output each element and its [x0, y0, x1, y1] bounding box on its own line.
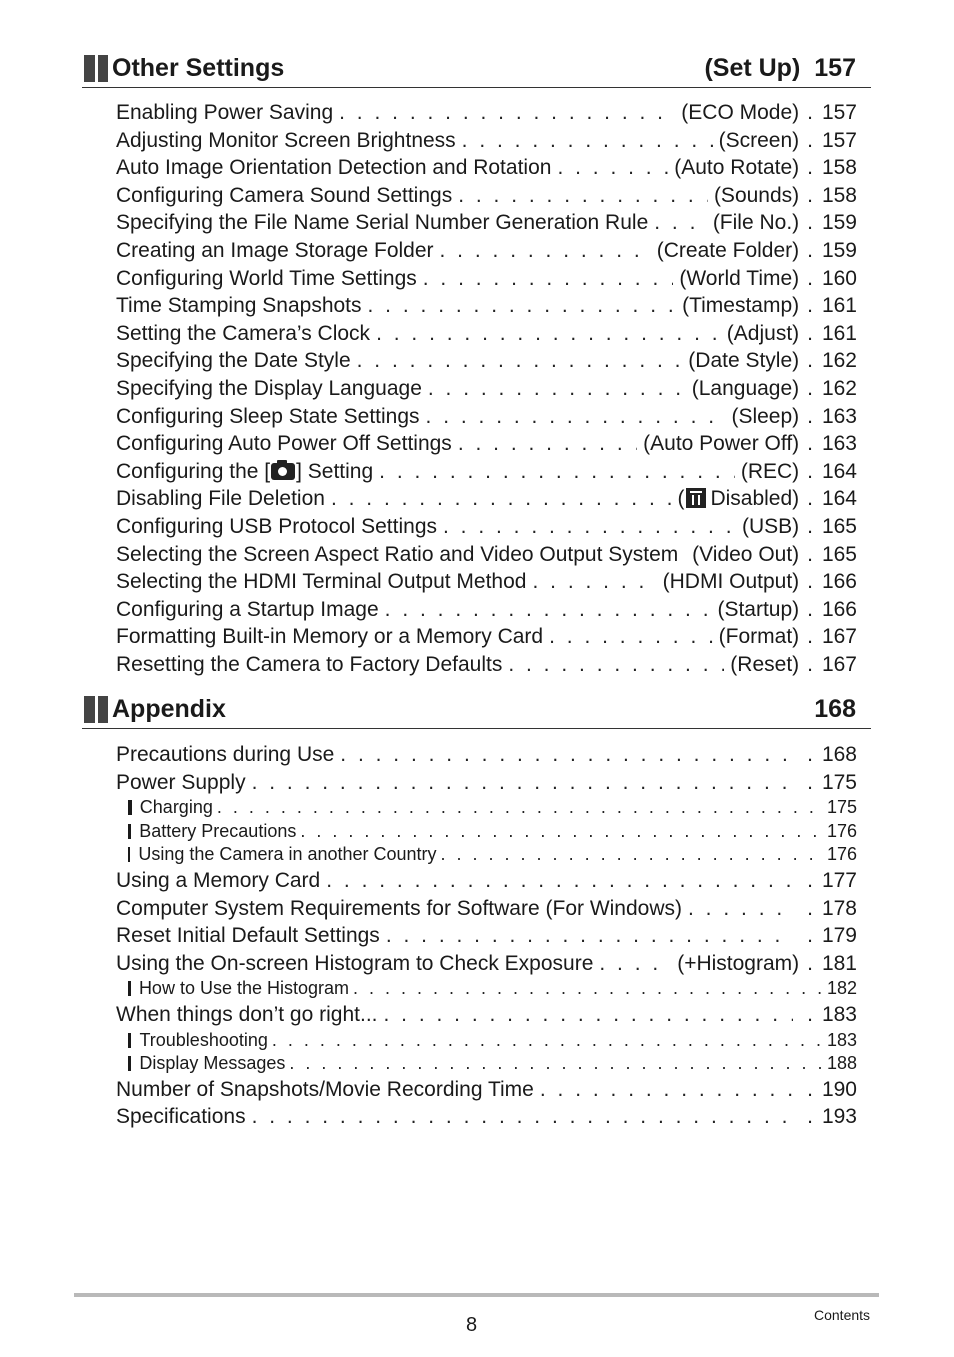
leader-dots — [252, 1103, 794, 1131]
entry-label: Setting the Camera’s Clock — [116, 321, 371, 345]
entry-label — [116, 458, 373, 486]
section-subtitle: (Set Up) — [704, 53, 801, 82]
toc-entry[interactable] — [116, 513, 857, 541]
leader-dot: . — [807, 349, 813, 373]
leader-dot: . — [807, 1002, 813, 1026]
entry-page: 164 — [821, 487, 857, 511]
entry-page: 177 — [821, 868, 857, 892]
footer-section-label[interactable]: Contents — [814, 1307, 871, 1323]
entry-label: Battery Precautions — [139, 820, 297, 841]
entry-page: 166 — [821, 570, 857, 594]
entry-page: 181 — [821, 951, 857, 975]
entry-label: Charging — [139, 797, 213, 818]
leader-dots — [599, 950, 671, 978]
toc-entry[interactable] — [116, 430, 857, 458]
leader-dot: . — [807, 951, 813, 975]
leader-dot: . — [807, 1105, 813, 1129]
leader-dots — [443, 513, 736, 541]
entry-page: 160 — [821, 266, 857, 290]
section-page[interactable]: 157 — [814, 53, 856, 82]
entry-page: 158 — [821, 156, 857, 180]
entry-page: 163 — [821, 432, 857, 456]
entry-page: 162 — [821, 376, 857, 400]
leader-dot: . — [807, 266, 813, 290]
toc-entry[interactable] — [116, 1103, 857, 1131]
leader-dots — [557, 154, 668, 182]
toc-entry[interactable] — [116, 154, 857, 182]
leader-dot: . — [807, 211, 813, 235]
leader-dot: . — [807, 770, 813, 794]
entry-label: Using the Camera in another Country — [138, 844, 437, 865]
toc-entry[interactable] — [116, 320, 857, 348]
entry-mode: (+Histogram) — [677, 951, 800, 975]
entry-label-pre: Configuring the [ — [116, 459, 271, 483]
leader-dot: . — [807, 128, 813, 152]
leader-dot: . — [807, 487, 813, 511]
section-page[interactable]: 168 — [814, 694, 856, 723]
entry-page: 178 — [821, 896, 857, 920]
leader-dots — [508, 651, 724, 679]
leader-dot: . — [807, 514, 813, 538]
entry-mode: (Sleep) — [731, 404, 800, 428]
bullet-icon — [128, 1056, 131, 1071]
toc-subentry[interactable] — [116, 1052, 857, 1076]
toc-subentry[interactable] — [116, 796, 857, 820]
entry-label: Adjusting Monitor Screen Brightness — [116, 128, 456, 152]
entry-page: 190 — [821, 1077, 857, 1101]
entry-label: Resetting the Camera to Factory Defaults — [116, 652, 503, 676]
leader-dots — [549, 623, 713, 651]
section-marker-icon — [84, 55, 108, 82]
leader-dots — [423, 265, 674, 293]
entry-label: Selecting the HDMI Terminal Output Method — [116, 570, 527, 594]
leader-dot: . — [807, 1077, 813, 1101]
leader-dots — [339, 99, 675, 127]
entry-mode: (Startup) — [717, 597, 800, 621]
toc-subentry[interactable] — [116, 843, 857, 867]
toc-entry[interactable] — [116, 403, 857, 431]
entry-page: 157 — [821, 101, 857, 124]
entry-page: 165 — [821, 514, 857, 538]
leader-dot: . — [807, 156, 813, 180]
leader-dot: . — [807, 321, 813, 345]
entry-mode: (Adjust) — [726, 321, 800, 345]
entry-label: Computer System Requirements for Software (For Windows) — [116, 896, 683, 920]
leader-dot: . — [807, 183, 813, 207]
entry-mode: (Timestamp) — [682, 294, 800, 318]
page-number: 8 — [466, 1314, 478, 1336]
leader-dots — [654, 209, 707, 237]
leader-dots — [252, 769, 794, 797]
entry-label: When things don’t go right... — [116, 1002, 378, 1026]
entry-mode: (Reset) — [730, 652, 800, 676]
leader-dot: . — [807, 101, 813, 124]
entry-mode: (Date Style) — [688, 349, 800, 373]
leader-dots — [376, 320, 721, 348]
entry-label: Time Stamping Snapshots — [116, 294, 362, 318]
section-title: Other Settings — [112, 53, 285, 82]
leader-dots — [386, 922, 793, 950]
toc-entry[interactable] — [116, 867, 857, 895]
leader-dots — [217, 796, 821, 820]
section-header-other-settings — [84, 53, 856, 83]
entry-mode — [677, 485, 799, 513]
bullet-icon — [128, 981, 131, 996]
leader-dot: . — [807, 432, 813, 456]
bullet-icon — [128, 1033, 131, 1048]
toc-subentry[interactable] — [116, 977, 857, 1001]
camera-icon — [271, 463, 295, 480]
entry-mode: (ECO Mode) — [681, 101, 800, 124]
toc-subentry[interactable] — [116, 820, 857, 844]
entry-mode: (REC) — [740, 459, 800, 483]
entry-label: Configuring Sleep State Settings — [116, 404, 420, 428]
leader-dots — [272, 1029, 821, 1053]
entry-label: Configuring Auto Power Off Settings — [116, 432, 452, 456]
entry-label: Formatting Built-in Memory or a Memory Card — [116, 625, 544, 649]
toc-entry[interactable] — [116, 237, 857, 265]
toc-entry[interactable] — [116, 1076, 857, 1104]
leader-dots — [462, 127, 713, 155]
leader-dots — [289, 1052, 821, 1076]
entry-page: 164 — [821, 459, 857, 483]
entry-page: 161 — [821, 321, 857, 345]
leader-dots — [428, 375, 686, 403]
entry-label: Specifying the Date Style — [116, 349, 351, 373]
entry-mode: (File No.) — [712, 211, 800, 235]
entry-mode: (Format) — [718, 625, 800, 649]
toc-entry[interactable] — [116, 265, 857, 293]
toc-list-other-settings — [116, 99, 857, 678]
entry-label: Configuring World Time Settings — [116, 266, 417, 290]
toc-entry[interactable] — [116, 347, 857, 375]
leader-dot: . — [807, 896, 813, 920]
entry-page: 159 — [821, 238, 857, 262]
entry-label: Configuring Camera Sound Settings — [116, 183, 453, 207]
entry-mode: (Auto Rotate) — [674, 156, 800, 180]
toc-subentry[interactable] — [116, 1029, 857, 1053]
entry-label: Creating an Image Storage Folder — [116, 238, 434, 262]
entry-page: 182 — [826, 978, 857, 999]
leader-dots — [532, 568, 656, 596]
leader-dots — [384, 1001, 794, 1029]
entry-page: 193 — [821, 1105, 857, 1129]
toc-entry[interactable] — [116, 209, 857, 237]
toc-entry[interactable] — [116, 1001, 857, 1029]
entry-label: Specifications — [116, 1105, 246, 1129]
entry-label: Reset Initial Default Settings — [116, 924, 380, 948]
entry-page: 179 — [821, 924, 857, 948]
entry-mode: (USB) — [741, 514, 800, 538]
leader-dots — [540, 1076, 793, 1104]
entry-mode: (Sounds) — [713, 183, 800, 207]
leader-dot: . — [807, 238, 813, 262]
entry-page: 167 — [821, 652, 857, 676]
leader-dot: . — [807, 459, 813, 483]
entry-label: Using the On-screen Histogram to Check Exposure — [116, 951, 594, 975]
entry-page: 168 — [821, 743, 857, 766]
entry-mode: (HDMI Output) — [662, 570, 800, 594]
entry-page: 175 — [826, 797, 857, 818]
toc-entry[interactable] — [116, 568, 857, 596]
toc-entry[interactable] — [116, 596, 857, 624]
toc-entry[interactable] — [116, 950, 857, 978]
entry-mode: (Language) — [691, 376, 800, 400]
leader-dots — [326, 867, 793, 895]
entry-label: Specifying the Display Language — [116, 376, 422, 400]
leader-dots — [353, 977, 821, 1001]
leader-dot: . — [807, 743, 813, 766]
leader-dots — [331, 485, 672, 513]
leader-dots — [458, 182, 708, 210]
entry-page: 158 — [821, 183, 857, 207]
toc-list-appendix — [116, 741, 857, 1131]
leader-dots — [426, 403, 726, 431]
entry-page: 175 — [821, 770, 857, 794]
entry-page: 162 — [821, 349, 857, 373]
entry-label-post: ] Setting — [296, 459, 374, 483]
entry-page: 176 — [826, 820, 857, 841]
section-header-appendix — [84, 694, 856, 724]
leader-dot: . — [807, 652, 813, 676]
toc-entry[interactable] — [116, 741, 857, 769]
toc-entry[interactable] — [116, 292, 857, 320]
entry-label: Power Supply — [116, 770, 246, 794]
leader-dot: . — [807, 625, 813, 649]
leader-dots — [340, 741, 793, 769]
entry-mode-post: Disabled) — [710, 487, 800, 511]
toc-entry[interactable] — [116, 651, 857, 679]
entry-label: Troubleshooting — [139, 1029, 268, 1050]
entry-label: Auto Image Orientation Detection and Rotation — [116, 156, 552, 180]
entry-page: 183 — [821, 1002, 857, 1026]
leader-dot: . — [807, 924, 813, 948]
leader-dot: . — [807, 868, 813, 892]
leader-dot: . — [807, 542, 813, 566]
trash-icon — [686, 488, 706, 508]
bullet-icon — [128, 800, 132, 815]
entry-mode-pre: ( — [677, 487, 685, 511]
entry-label: Number of Snapshots/Movie Recording Time — [116, 1077, 534, 1101]
leader-dots — [688, 895, 793, 923]
toc-entry[interactable] — [116, 99, 857, 127]
toc-entry[interactable] — [116, 895, 857, 923]
entry-page: 188 — [826, 1053, 857, 1074]
bullet-icon — [128, 847, 130, 862]
entry-page: 159 — [821, 211, 857, 235]
entry-mode: (Screen) — [718, 128, 800, 152]
entry-label: Disabling File Deletion — [116, 487, 325, 511]
toc-entry[interactable] — [116, 458, 857, 486]
entry-page: 165 — [821, 542, 857, 566]
leader-dots — [441, 843, 821, 867]
toc-entry[interactable] — [116, 541, 857, 569]
section-divider — [82, 728, 871, 729]
entry-page: 183 — [826, 1029, 857, 1050]
entry-label: Using a Memory Card — [116, 868, 321, 892]
entry-label: Configuring USB Protocol Settings — [116, 514, 437, 538]
entry-label: Precautions during Use — [116, 743, 335, 766]
entry-mode: (Auto Power Off) — [643, 432, 800, 456]
footer-divider — [74, 1293, 879, 1297]
leader-dot: . — [807, 376, 813, 400]
toc-entry[interactable] — [116, 182, 857, 210]
entry-page: 176 — [826, 844, 857, 865]
entry-mode: (Video Out) — [692, 542, 800, 566]
toc-entry[interactable] — [116, 623, 857, 651]
entry-label: Selecting the Screen Aspect Ratio and Video Output System — [116, 542, 679, 566]
leader-dot: . — [807, 404, 813, 428]
entry-page: 166 — [821, 597, 857, 621]
entry-page: 157 — [821, 128, 857, 152]
leader-dot: . — [807, 570, 813, 594]
entry-page: 161 — [821, 294, 857, 318]
leader-dot: . — [807, 597, 813, 621]
entry-mode: (World Time) — [679, 266, 800, 290]
leader-dots — [368, 292, 677, 320]
toc-entry[interactable] — [116, 769, 857, 797]
entry-label: Specifying the File Name Serial Number Generation Rule — [116, 211, 649, 235]
leader-dot: . — [807, 294, 813, 318]
leader-dots — [458, 430, 637, 458]
leader-dots — [300, 820, 821, 844]
bullet-icon — [128, 824, 131, 839]
entry-label: Enabling Power Saving — [116, 101, 334, 124]
entry-page: 167 — [821, 625, 857, 649]
leader-dots — [440, 237, 651, 265]
toc-entry[interactable] — [116, 127, 857, 155]
section-divider — [82, 87, 871, 88]
toc-entry[interactable] — [116, 375, 857, 403]
entry-label: Display Messages — [139, 1053, 286, 1074]
leader-dots — [385, 596, 712, 624]
toc-entry[interactable] — [116, 922, 857, 950]
section-title: Appendix — [112, 694, 226, 723]
entry-label: Configuring a Startup Image — [116, 597, 379, 621]
leader-dots — [379, 458, 735, 486]
entry-page: 163 — [821, 404, 857, 428]
entry-label: How to Use the Histogram — [138, 978, 350, 999]
section-marker-icon — [84, 696, 108, 723]
leader-dots — [357, 347, 683, 375]
toc-entry[interactable] — [116, 485, 857, 513]
entry-mode: (Create Folder) — [656, 238, 800, 262]
